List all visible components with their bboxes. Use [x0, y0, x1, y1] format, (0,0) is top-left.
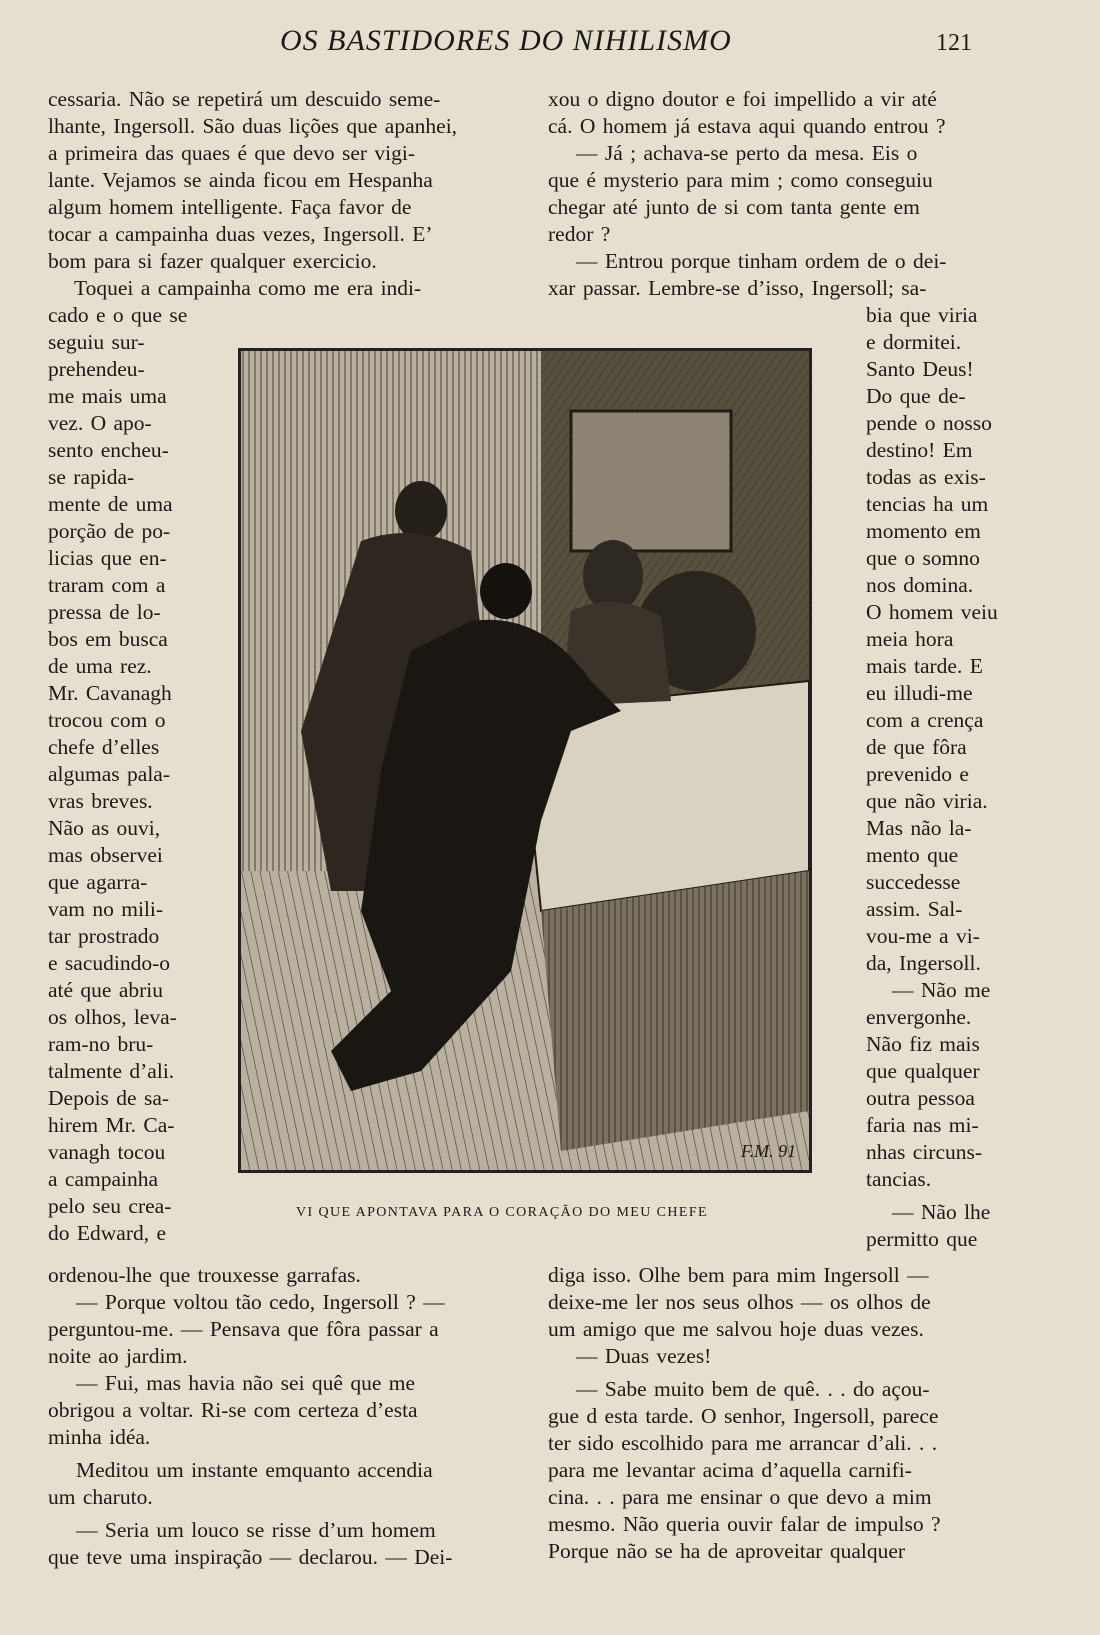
- text-line: e dormitei.: [866, 330, 962, 354]
- text-line: minha idéa.: [48, 1425, 151, 1449]
- engraving-illustration: [238, 348, 812, 1173]
- text-line: prevenido e: [866, 762, 969, 786]
- text-line: se rapida-: [48, 465, 135, 489]
- text-line: que teve uma inspiração — declarou. — Dei-: [48, 1545, 453, 1569]
- text-line: — Duas vezes!: [576, 1344, 712, 1368]
- text-line: e sacudindo-o: [48, 951, 171, 975]
- text-line: Não fiz mais: [866, 1032, 980, 1056]
- text-line: — Seria um louco se risse d’um homem: [76, 1518, 436, 1542]
- page-number: 121: [936, 30, 972, 56]
- text-line: — Entrou porque tinham ordem de o dei-: [576, 249, 947, 273]
- text-line: obrigou a voltar. Ri-se com certeza d’esta: [48, 1398, 418, 1422]
- text-line: me mais uma: [48, 384, 167, 408]
- text-line: tencias ha um: [866, 492, 989, 516]
- text-line: Não as ouvi,: [48, 816, 161, 840]
- standing-man-head: [480, 563, 532, 619]
- text-line: tar prostrado: [48, 924, 160, 948]
- text-line: noite ao jardim.: [48, 1344, 188, 1368]
- engraving-drawing: [241, 351, 809, 1170]
- text-line: ram-no bru-: [48, 1032, 154, 1056]
- text-line: mesmo. Não queria ouvir falar de impulso ?: [548, 1512, 941, 1536]
- text-line: chegar até junto de si com tanta gente em: [548, 195, 920, 219]
- text-line: — Porque voltou tão cedo, Ingersoll ? —: [76, 1290, 445, 1314]
- text-line: até que abriu: [48, 978, 164, 1002]
- wall-picture-frame: [571, 411, 731, 551]
- text-line: Toquei a campainha como me era indi-: [74, 276, 422, 300]
- text-line: Porque não se ha de aproveitar qualquer: [548, 1539, 906, 1563]
- text-line: lhante, Ingersoll. São duas lições que apanhei,: [48, 114, 458, 138]
- text-line: xou o digno doutor e foi impellido a vir até: [548, 87, 937, 111]
- text-line: que não viria.: [866, 789, 988, 813]
- text-line: xar passar. Lembre-se d’isso, Ingersoll; sa-: [548, 276, 927, 300]
- text-line: a campainha: [48, 1167, 159, 1191]
- text-line: vras breves.: [48, 789, 153, 813]
- text-line: assim. Sal-: [866, 897, 963, 921]
- text-line: cina. . . para me ensinar o que devo a mim: [548, 1485, 932, 1509]
- text-line: do Edward, e: [48, 1221, 167, 1245]
- text-line: Depois de sa-: [48, 1086, 170, 1110]
- text-line: hirem Mr. Ca-: [48, 1113, 175, 1137]
- text-line: vez. O apo-: [48, 411, 152, 435]
- text-line: os olhos, leva-: [48, 1005, 177, 1029]
- text-line: nos domina.: [866, 573, 974, 597]
- text-line: tocar a campainha duas vezes, Ingersoll. E’: [48, 222, 433, 246]
- seated-man-head: [583, 540, 643, 612]
- text-line: Meditou um instante emquanto accendia: [76, 1458, 433, 1482]
- text-line: Mas não la-: [866, 816, 972, 840]
- text-line: eu illudi-me: [866, 681, 973, 705]
- text-line: meia hora: [866, 627, 954, 651]
- text-line: pende o nosso: [866, 411, 992, 435]
- text-line: algumas pala-: [48, 762, 170, 786]
- officer-head: [395, 481, 447, 541]
- text-line: perguntou-me. — Pensava que fôra passar a: [48, 1317, 439, 1341]
- text-line: algum homem intelligente. Faça favor de: [48, 195, 412, 219]
- text-line: mais tarde. E: [866, 654, 983, 678]
- text-line: ter sido escolhido para me arrancar d’ali. . .: [548, 1431, 938, 1455]
- text-line: bom para si fazer qualquer exercicio.: [48, 249, 377, 273]
- text-line: — Fui, mas havia não sei quê que me: [76, 1371, 416, 1395]
- text-line: redor ?: [548, 222, 611, 246]
- text-line: que o somno: [866, 546, 980, 570]
- text-line: pelo seu crea-: [48, 1194, 172, 1218]
- text-line: que agarra-: [48, 870, 148, 894]
- text-line: seguiu sur-: [48, 330, 145, 354]
- text-line: chefe d’elles: [48, 735, 160, 759]
- text-line: cado e o que se: [48, 303, 188, 327]
- text-line: pressa de lo-: [48, 600, 161, 624]
- text-line: destino! Em: [866, 438, 973, 462]
- text-line: deixe-me ler nos seus olhos — os olhos de: [548, 1290, 931, 1314]
- text-line: succedesse: [866, 870, 961, 894]
- text-line: faria nas mi-: [866, 1113, 979, 1137]
- text-line: ordenou-lhe que trouxesse garrafas.: [48, 1263, 361, 1287]
- text-line: de que fôra: [866, 735, 967, 759]
- text-line: trocou com o: [48, 708, 166, 732]
- artist-signature: F.M. 91: [741, 1141, 797, 1161]
- page-title: OS BASTIDORES DO NIHILISMO: [280, 24, 732, 57]
- text-line: outra pessoa: [866, 1086, 975, 1110]
- text-line: diga isso. Olhe bem para mim Ingersoll —: [548, 1263, 929, 1287]
- text-line: sento encheu-: [48, 438, 169, 462]
- text-line: Santo Deus!: [866, 357, 974, 381]
- text-line: porção de po-: [48, 519, 171, 543]
- text-line: vou-me a vi-: [866, 924, 980, 948]
- text-line: Do que de-: [866, 384, 966, 408]
- text-line: para me levantar acima d’aquella carnifi-: [548, 1458, 912, 1482]
- text-line: prehendeu-: [48, 357, 145, 381]
- text-line: todas as exis-: [866, 465, 986, 489]
- text-line: gue d esta tarde. O senhor, Ingersoll, parece: [548, 1404, 939, 1428]
- text-line: mas observei: [48, 843, 163, 867]
- text-line: cá. O homem já estava aqui quando entrou ?: [548, 114, 946, 138]
- text-line: da, Ingersoll.: [866, 951, 981, 975]
- text-line: traram com a: [48, 573, 166, 597]
- text-line: licias que en-: [48, 546, 167, 570]
- text-line: um amigo que me salvou hoje duas vezes.: [548, 1317, 924, 1341]
- text-line: bos em busca: [48, 627, 168, 651]
- text-line: — Já ; achava-se perto da mesa. Eis o: [576, 141, 918, 165]
- text-line: que qualquer: [866, 1059, 980, 1083]
- text-line: tancias.: [866, 1167, 932, 1191]
- text-line: lante. Vejamos se ainda ficou em Hespanha: [48, 168, 433, 192]
- text-line: O homem veiu: [866, 600, 998, 624]
- tablecloth-folds: [541, 871, 809, 1151]
- text-line: permitto que: [866, 1227, 978, 1251]
- text-line: talmente d’ali.: [48, 1059, 175, 1083]
- text-line: vam no mili-: [48, 897, 164, 921]
- text-line: envergonhe.: [866, 1005, 972, 1029]
- text-line: um charuto.: [48, 1485, 153, 1509]
- text-line: que é mysterio para mim ; como conseguiu: [548, 168, 933, 192]
- text-line: de uma rez.: [48, 654, 152, 678]
- text-line: com a crença: [866, 708, 984, 732]
- text-line: — Não lhe: [892, 1200, 991, 1224]
- text-line: cessaria. Não se repetirá um descuido seme-: [48, 87, 441, 111]
- text-line: Mr. Cavanagh: [48, 681, 172, 705]
- text-line: momento em: [866, 519, 981, 543]
- text-line: mento que: [866, 843, 959, 867]
- text-line: a primeira das quaes é que devo ser vigi-: [48, 141, 416, 165]
- text-line: — Sabe muito bem de quê. . . do açou-: [576, 1377, 930, 1401]
- text-line: mente de uma: [48, 492, 173, 516]
- text-line: — Não me: [892, 978, 991, 1002]
- illustration-caption: VI QUE APONTAVA PARA O CORAÇÃO DO MEU CHEFE: [296, 1205, 708, 1220]
- text-line: vanagh tocou: [48, 1140, 166, 1164]
- text-line: bia que viria: [866, 303, 978, 327]
- text-line: nhas circuns-: [866, 1140, 983, 1164]
